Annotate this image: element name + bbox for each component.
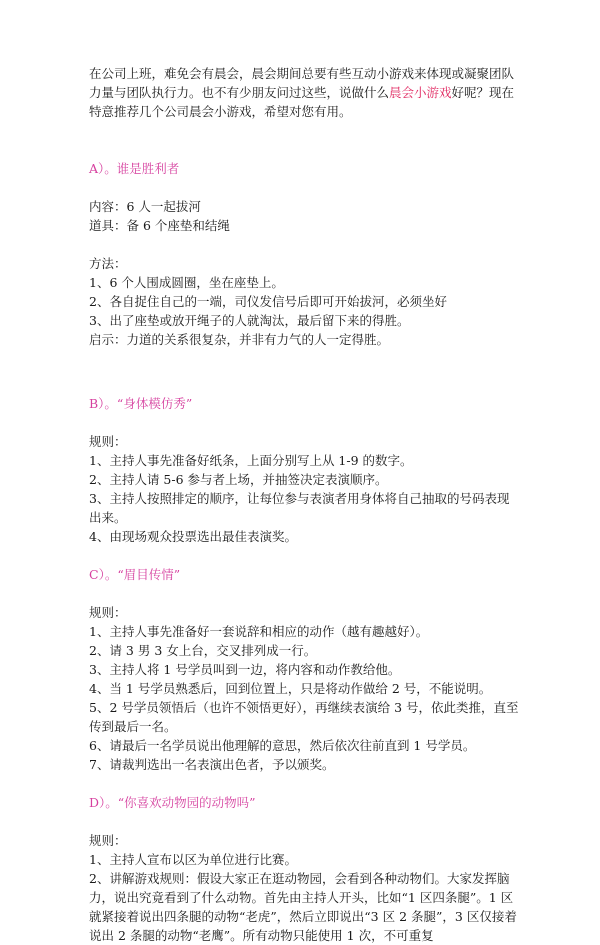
intro-text-after: 好呢？现在特意推荐几个公司晨会小游戏，希望对您有用。 xyxy=(89,85,515,119)
list-item: 2、请 3 男 3 女上台，交叉排列成一行。 xyxy=(89,643,317,658)
document-body xyxy=(89,64,519,945)
list-item: 3、主持人按照排定的顺序，让每位参与表演者用身体将自己抽取的号码表现出来。 xyxy=(89,491,510,525)
section-b-rules xyxy=(89,432,519,546)
section-d-label: 规则： xyxy=(89,833,127,848)
section-a-label: 方法： xyxy=(89,256,127,271)
section-d-heading: D）。“你喜欢动物园的动物吗” xyxy=(89,795,256,810)
section-c-heading: C）。“眉目传情” xyxy=(89,567,181,582)
list-item: 2、主持人请 5-6 参与者上场，并抽签决定表演顺序。 xyxy=(89,472,388,487)
list-item: 2、各自捉住自己的一端，司仪发信号后即可开始拔河，必须坐好 xyxy=(89,294,447,309)
list-item: 5、2 号学员领悟后（也许不领悟更好），再继续表演给 3 号，依此类推，直至传到最后一名。 xyxy=(89,700,519,734)
list-item: 3、出了座垫或放开绳子的人就淘汰，最后留下来的得胜。 xyxy=(89,313,410,328)
section-c-rules xyxy=(89,603,519,774)
section-a-meta xyxy=(89,197,519,235)
list-item: 1、主持人事先准备好纸条，上面分别写上从 1-9 的数字。 xyxy=(89,453,413,468)
section-a-meta-content: 内容：6 人一起拔河 xyxy=(89,199,201,214)
section-b-heading: B）。“身体模仿秀” xyxy=(89,396,193,411)
section-b-label: 规则： xyxy=(89,434,127,449)
list-item: 3、主持人将 1 号学员叫到一边，将内容和动作教给他。 xyxy=(89,662,401,677)
list-item: 启示：力道的关系很复杂，并非有力气的人一定得胜。 xyxy=(89,332,390,347)
list-item: 7、请裁判选出一名表演出色者，予以颁奖。 xyxy=(89,757,335,772)
intro-paragraph xyxy=(89,64,519,121)
list-item: 4、当 1 号学员熟悉后，回到位置上，只是将动作做给 2 号，不能说明。 xyxy=(89,681,492,696)
list-item: 4、由现场观众投票选出最佳表演奖。 xyxy=(89,529,297,544)
list-item: 2、讲解游戏规则：假设大家正在逛动物园，会看到各种动物们。大家发挥脑力，说出究竟看到了什么动物。首先由主持人开头，比如“1 区四条腿”。1 区就紧接着说出四条腿的动物“老虎”，然后立即说出“3 区 2 条腿”，3 区仅接着说出 2 条腿的动物“老鹰”。所有动物只能使用 1 次，不可重复 xyxy=(89,871,517,943)
section-a-method xyxy=(89,254,519,349)
list-item: 1、6 个人围成圆圈，坐在座垫上。 xyxy=(89,275,284,290)
section-c-label: 规则： xyxy=(89,605,127,620)
list-item: 1、主持人宣布以区为单位进行比赛。 xyxy=(89,852,297,867)
intro-text-before: 在公司上班，难免会有晨会，晨会期间总要有些互动小游戏来体现或凝聚团队力量与团队执行力。也不有少朋友问过这些，说做什么 xyxy=(89,66,515,100)
list-item: 1、主持人事先准备好一套说辞和相应的动作（越有趣越好）。 xyxy=(89,624,429,639)
section-a-heading: A）。谁是胜利者 xyxy=(89,161,180,176)
section-d-rules xyxy=(89,831,519,945)
intro-highlight-link[interactable]: 晨会小游戏 xyxy=(389,85,452,100)
section-a-meta-props: 道具：备 6 个座垫和结绳 xyxy=(89,218,230,233)
list-item: 6、请最后一名学员说出他理解的意思，然后依次往前直到 1 号学员。 xyxy=(89,738,476,753)
